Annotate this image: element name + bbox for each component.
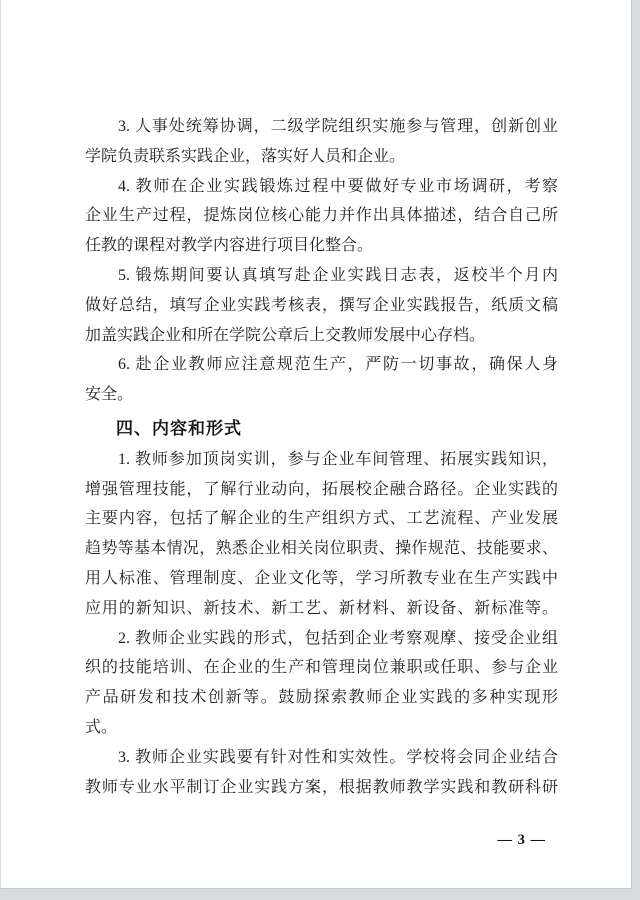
text-line: 3. 教师企业实践要有针对性和实效性。学校将会同企业结合 xyxy=(118,748,558,766)
text-line: 用人标准、管理制度、企业文化等，学习所教专业在生产实践中 xyxy=(85,569,558,587)
text-line: 3. 人事处统筹协调，二级学院组织实施参与管理，创新创业 xyxy=(118,118,558,135)
text-line: 企业生产过程，提炼岗位核心能力并作出具体描述，结合自己所 xyxy=(85,207,558,225)
text-line: 6. 赴企业教师应注意规范生产，严防一切事故，确保人身 xyxy=(118,356,558,374)
text-line: 安全。 xyxy=(85,386,134,404)
text-line: 4. 教师在企业实践锻炼过程中要做好专业市场调研，考察 xyxy=(118,177,558,195)
page-number: — 3 — xyxy=(497,832,546,848)
text-line: 产品研发和技术创新等。鼓励探索教师企业实践的多种实现形 xyxy=(85,689,558,707)
text-line: 加盖实践企业和所在学院公章后上交教师发展中心存档。 xyxy=(85,326,486,344)
text-line: 主要内容，包括了解企业的生产组织方式、工艺流程、产业发展 xyxy=(85,510,558,528)
document-page xyxy=(1,0,632,889)
text-line: 5. 锻炼期间要认真填写赴企业实践日志表，返校半个月内 xyxy=(118,266,558,284)
text-line: 应用的新知识、新技术、新工艺、新材料、新设备、新标准等。 xyxy=(85,599,558,617)
text-line: 学院负责联系实践企业，落实好人员和企业。 xyxy=(85,147,406,165)
text-line: 做好总结，填写企业实践考核表，撰写企业实践报告，纸质文稿 xyxy=(85,296,558,314)
text-line: 教师专业水平制订企业实践方案，根据教师教学实践和教研科研 xyxy=(85,778,558,796)
text-line: 织的技能培训、在企业的生产和管理岗位兼职或任职、参与企业 xyxy=(85,659,558,677)
text-line: 1. 教师参加顶岗实训，参与企业车间管理、拓展实践知识， xyxy=(118,450,558,468)
text-line: 趋势等基本情况，熟悉企业相关岗位职责、操作规范、技能要求、 xyxy=(85,540,558,558)
document-text xyxy=(85,112,558,802)
text-line: 2. 教师企业实践的形式，包括到企业考察观摩、接受企业组 xyxy=(118,629,558,647)
text-line: 任教的课程对教学内容进行项目化整合。 xyxy=(85,237,374,255)
text-line: 式。 xyxy=(85,718,118,736)
section-heading: 四、内容和形式 xyxy=(116,418,242,438)
text-line: 增强管理技能，了解行业动向，拓展校企融合路径。企业实践的 xyxy=(85,480,558,498)
